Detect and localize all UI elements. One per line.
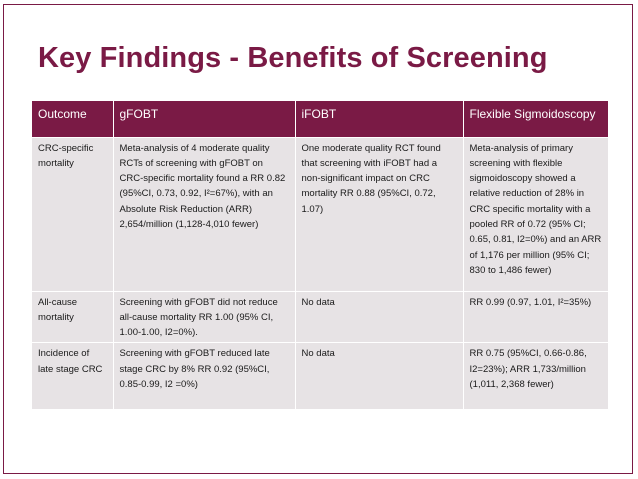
cell-ifobt: One moderate quality RCT found that screening with iFOBT had a non-significant impact on CRC mortality RR 0.88 (95%CI, 0.72, 1.07) bbox=[295, 137, 463, 291]
cell-outcome: All-cause mortality bbox=[32, 291, 113, 343]
table-header-row bbox=[32, 101, 608, 137]
cell-outcome: Incidence of late stage CRC bbox=[32, 343, 113, 410]
cell-outcome: CRC-specific mortality bbox=[32, 137, 113, 291]
table-row bbox=[32, 137, 608, 291]
cell-gfobt: Screening with gFOBT reduced late stage CRC by 8% RR 0.92 (95%CI, 0.85-0.99, I2 =0%) bbox=[113, 343, 295, 410]
findings-table bbox=[32, 101, 608, 409]
table-row bbox=[32, 291, 608, 343]
cell-ifobt: No data bbox=[295, 291, 463, 343]
table-row bbox=[32, 343, 608, 410]
cell-flex: RR 0.75 (95%CI, 0.66-0.86, I2=23%); ARR 1,733/million (1,011, 2,368 fewer) bbox=[463, 343, 608, 410]
cell-flex: Meta-analysis of primary screening with flexible sigmoidoscopy showed a relative reduction of 28% in CRC specific mortality with a pooled RR of 0.72 (95% CI; 0.65, 0.81, I2=0%) and an ARR of 1,176 per million (95% CI; 830 to 1,486 fewer) bbox=[463, 137, 608, 291]
page-title: Key Findings - Benefits of Screening bbox=[38, 42, 548, 74]
header-gfobt: gFOBT bbox=[113, 101, 295, 137]
cell-ifobt: No data bbox=[295, 343, 463, 410]
header-ifobt: iFOBT bbox=[295, 101, 463, 137]
cell-flex: RR 0.99 (0.97, 1.01, I²=35%) bbox=[463, 291, 608, 343]
cell-gfobt: Screening with gFOBT did not reduce all-cause mortality RR 1.00 (95% CI, 1.00-1.00, I2=0%). bbox=[113, 291, 295, 343]
header-outcome: Outcome bbox=[32, 101, 113, 137]
cell-gfobt: Meta-analysis of 4 moderate quality RCTs of screening with gFOBT on CRC-specific mortality found a RR 0.82 (95%CI, 0.73, 0.92, I²=67%), with an Absolute Risk Reduction (ARR) 2,654/million (1,128-4,010 fewer) bbox=[113, 137, 295, 291]
header-flexible-sigmoidoscopy: Flexible Sigmoidoscopy bbox=[463, 101, 608, 137]
